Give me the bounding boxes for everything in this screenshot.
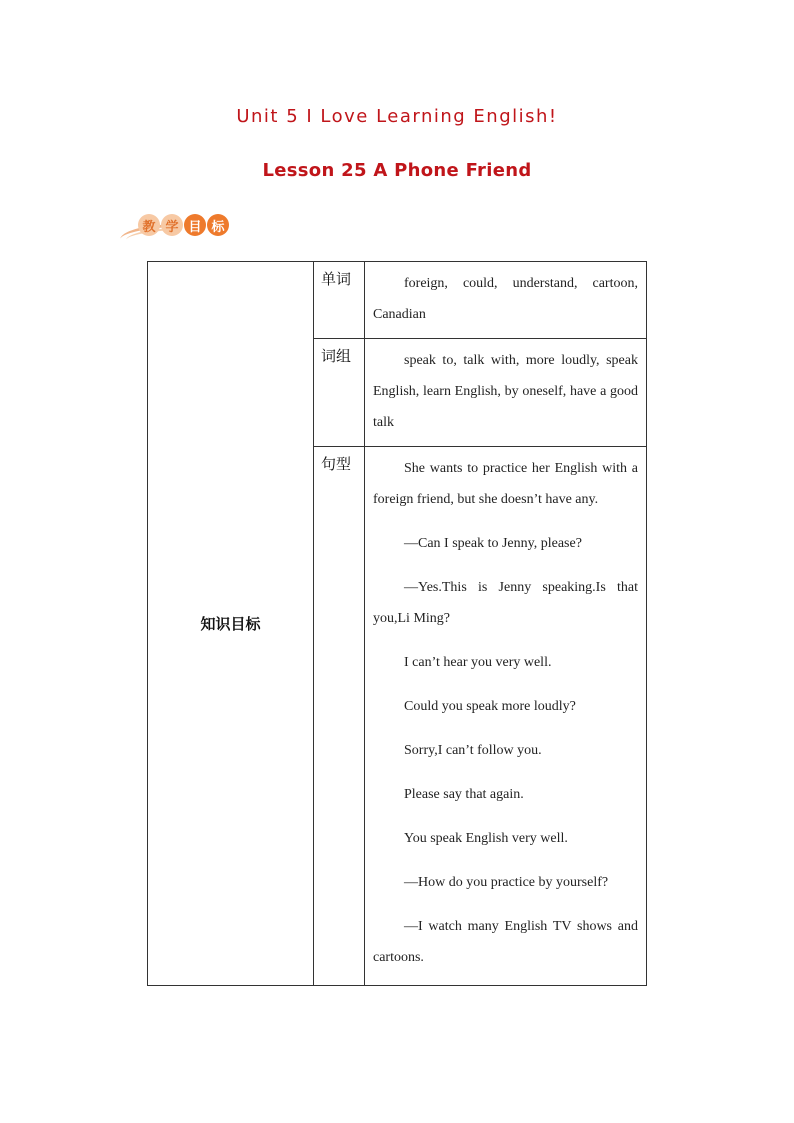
content-cell bbox=[365, 262, 647, 339]
badge-char: 教 bbox=[138, 214, 160, 236]
content-line: Could you speak more loudly? bbox=[404, 699, 576, 714]
content-line: She wants to practice her English with a foreign friend, but she doesn’t have any. bbox=[373, 461, 638, 507]
content-cell bbox=[365, 447, 647, 986]
content-line: Please say that again. bbox=[404, 787, 524, 802]
category-label: 单词 bbox=[321, 270, 352, 288]
content-line: —Yes.This is Jenny speaking.Is that you,Li Ming? bbox=[373, 580, 638, 626]
content-line: speak to, talk with, more loudly, speak English, learn English, by oneself, have a good talk bbox=[373, 353, 638, 430]
category-label: 句型 bbox=[321, 455, 352, 473]
lesson-title: Lesson 25 A Phone Friend bbox=[262, 160, 532, 181]
badge-char: 学 bbox=[161, 214, 183, 236]
content-line: foreign, could, understand, cartoon, Canadian bbox=[373, 276, 638, 322]
category-cell bbox=[314, 339, 365, 447]
objectives-table bbox=[147, 261, 647, 986]
content-line: Sorry,I can’t follow you. bbox=[404, 743, 542, 758]
badge-char: 标 bbox=[207, 214, 229, 236]
content-cell bbox=[365, 339, 647, 447]
content-line: You speak English very well. bbox=[404, 831, 568, 846]
teaching-objectives-badge bbox=[120, 212, 230, 242]
badge-chars bbox=[138, 214, 230, 236]
section-label: 知识目标 bbox=[200, 615, 261, 633]
table-row-words bbox=[148, 262, 647, 339]
category-label: 词组 bbox=[321, 347, 352, 365]
category-cell bbox=[314, 262, 365, 339]
content-line: I can’t hear you very well. bbox=[404, 655, 552, 670]
badge-char: 目 bbox=[184, 214, 206, 236]
content-line: —I watch many English TV shows and cartoons. bbox=[373, 919, 638, 965]
section-cell bbox=[148, 262, 314, 986]
category-cell bbox=[314, 447, 365, 986]
content-line: —How do you practice by yourself? bbox=[404, 875, 609, 890]
content-line: —Can I speak to Jenny, please? bbox=[404, 536, 582, 551]
unit-title: Unit 5 I Love Learning English! bbox=[236, 106, 558, 127]
